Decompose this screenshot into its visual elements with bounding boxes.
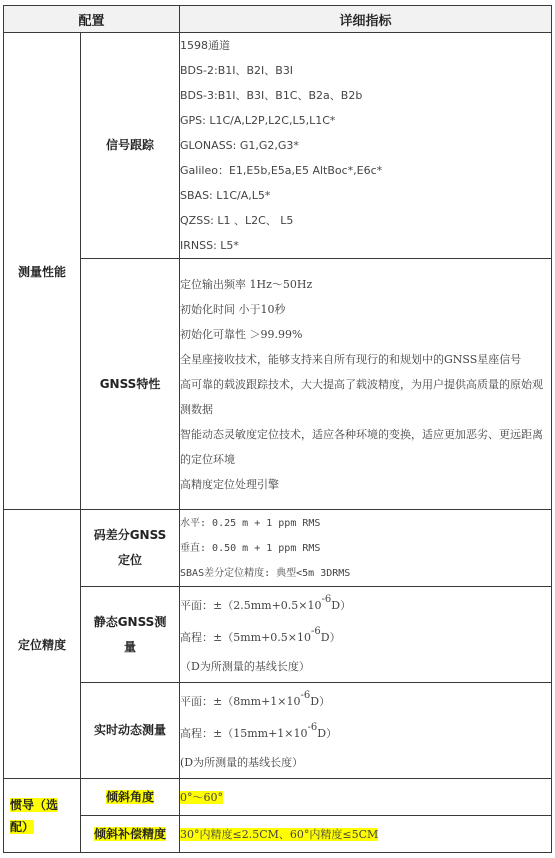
static-plane-exp: -6 xyxy=(321,594,332,605)
row-rtk xyxy=(4,683,552,779)
signal-line: 1598通道 xyxy=(180,39,231,52)
label-static xyxy=(81,587,180,683)
label-gnss: GNSS特性 xyxy=(81,259,180,510)
label-tilt-angle xyxy=(81,779,180,816)
label-tilt-angle-text: 倾斜角度 xyxy=(106,789,155,804)
category-measurement: 测量性能 xyxy=(4,33,81,510)
row-code-diff xyxy=(4,510,552,587)
rtk-note: (D为所测量的基线长度） xyxy=(180,756,304,769)
label-code-diff-line2: 定位 xyxy=(118,553,143,567)
signal-line: Galileo：E1,E5b,E5a,E5 AltBoc*,E6c* xyxy=(180,164,383,177)
label-static-line2: 量 xyxy=(124,639,137,654)
label-static-line1: 静态GNSS测 xyxy=(93,614,167,629)
category-inertial-line2: 配） xyxy=(10,819,35,834)
rtk-plane-suffix: D） xyxy=(310,695,331,708)
row-static xyxy=(4,587,552,683)
rtk-height xyxy=(180,718,551,750)
label-rtk: 实时动态测量 xyxy=(81,683,180,779)
rtk-height-suffix: D） xyxy=(317,727,338,740)
gnss-line: 高可靠的载波跟踪技术，大大提高了载波精度，为用户提供高质量的原始观测数据 xyxy=(180,377,544,416)
signal-line: GLONASS: G1,G2,G3* xyxy=(180,139,299,152)
static-details xyxy=(180,587,552,683)
label-tilt-comp xyxy=(81,816,180,853)
category-inertial xyxy=(4,779,81,853)
rtk-height-prefix: 高程：±（15mm+1×10 xyxy=(180,727,308,740)
signal-line: BDS-2:B1I、B2I、B3I xyxy=(180,64,294,77)
signal-tracking-details xyxy=(180,33,552,259)
label-code-diff-line1: 码差分GNSS xyxy=(93,528,167,542)
gnss-line: 初始化可靠性 ＞99.99% xyxy=(180,327,303,341)
code-diff-line: SBAS差分定位精度: 典型<5m 3DRMS xyxy=(180,567,351,579)
label-tilt-comp-text: 倾斜补偿精度 xyxy=(94,826,167,841)
header-row xyxy=(4,6,552,33)
static-plane-prefix: 平面：±（2.5mm+0.5×10 xyxy=(180,599,322,612)
rtk-plane-exp: -6 xyxy=(300,690,311,701)
static-height-exp: -6 xyxy=(311,626,321,637)
rtk-height-exp: -6 xyxy=(307,722,318,733)
static-plane-suffix: D） xyxy=(331,599,352,612)
row-gnss xyxy=(4,259,552,510)
gnss-line: 全星座接收技术，能够支持来自所有现行的和规划中的GNSS星座信号 xyxy=(180,352,522,366)
signal-line: SBAS: L1C/A,L5* xyxy=(180,189,271,202)
rtk-plane xyxy=(180,686,551,718)
tilt-angle-value: 0°～60° xyxy=(180,790,224,804)
rtk-details xyxy=(180,683,552,779)
signal-line: BDS-3:B1I、B3I、B1C、B2a、B2b xyxy=(180,89,363,102)
spec-table xyxy=(3,5,552,853)
code-diff-details xyxy=(180,510,552,587)
signal-line: QZSS: L1 、L2C、 L5 xyxy=(180,214,294,227)
signal-line: IRNSS: L5* xyxy=(180,239,239,252)
header-details: 详细指标 xyxy=(180,6,552,33)
label-code-diff xyxy=(81,510,180,587)
static-note: （D为所测量的基线长度） xyxy=(180,660,310,673)
static-plane xyxy=(180,590,551,622)
rtk-plane-prefix: 平面：±（8mm+1×10 xyxy=(180,695,301,708)
header-config: 配置 xyxy=(4,6,180,33)
tilt-comp-value: 30°内精度≤2.5CM、60°内精度≤5CM xyxy=(180,827,379,841)
category-accuracy: 定位精度 xyxy=(4,510,81,779)
static-height-suffix: D） xyxy=(320,631,341,644)
category-inertial-line1: 惯导（选 xyxy=(10,797,59,812)
row-tilt-angle xyxy=(4,779,552,816)
gnss-details xyxy=(180,259,552,510)
row-signal-tracking xyxy=(4,33,552,259)
label-signal-tracking: 信号跟踪 xyxy=(81,33,180,259)
code-diff-line: 水平: 0.25 m + 1 ppm RMS xyxy=(180,517,321,529)
code-diff-line: 垂直: 0.50 m + 1 ppm RMS xyxy=(180,542,321,554)
gnss-line: 初始化时间 小于10秒 xyxy=(180,302,286,316)
signal-line: GPS: L1C/A,L2P,L2C,L5,L1C* xyxy=(180,114,336,127)
gnss-line: 高精度定位处理引擎 xyxy=(180,477,280,491)
gnss-line: 智能动态灵敏度定位技术，适应各种环境的变换，适应更加恶劣、更远距离的定位环境 xyxy=(180,427,544,466)
tilt-angle-details xyxy=(180,779,552,816)
static-height xyxy=(180,622,551,654)
tilt-comp-details xyxy=(180,816,552,853)
static-height-prefix: 高程：±（5mm+0.5×10 xyxy=(180,631,312,644)
row-tilt-comp xyxy=(4,816,552,853)
gnss-line: 定位输出频率 1Hz～50Hz xyxy=(180,277,313,291)
